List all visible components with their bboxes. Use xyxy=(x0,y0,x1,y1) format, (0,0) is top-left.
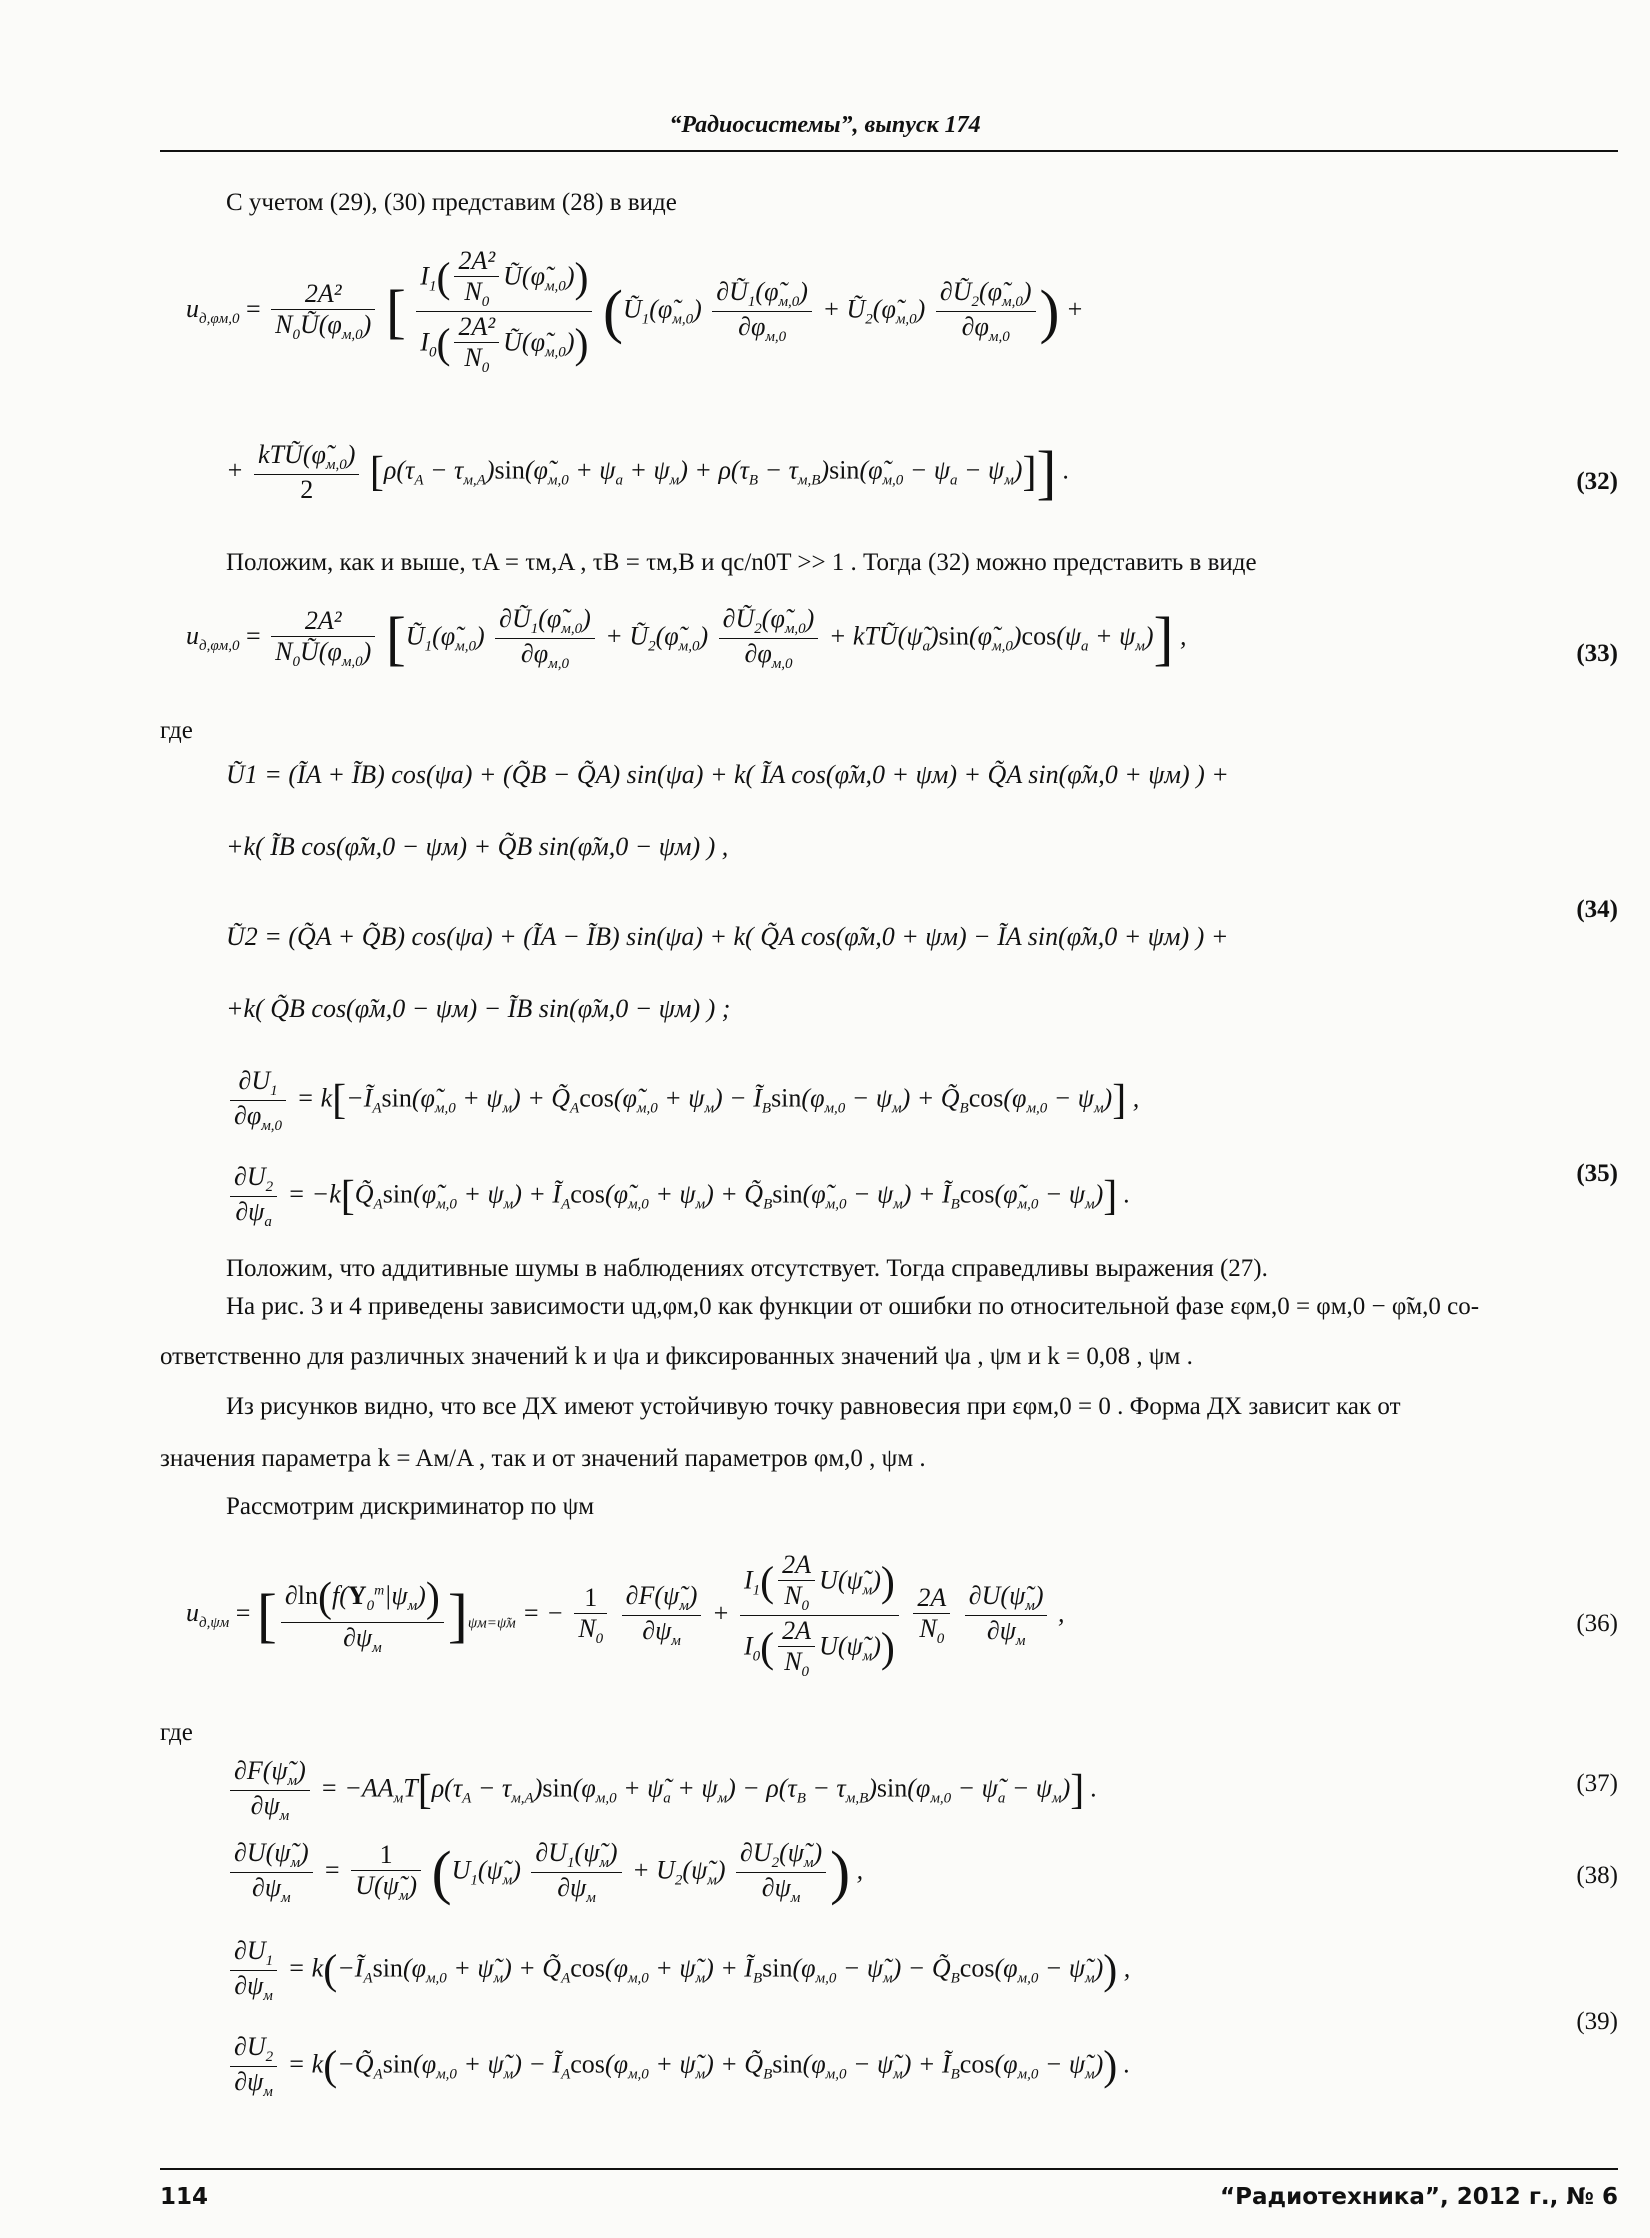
equation-34-line-4: +k( Q̃B cos(φ̃м,0 − ψм) − ĨB sin(φ̃м,0 − ψм) ) ; xyxy=(226,994,731,1023)
equation-32-line-2: + $\frac{kTŨ(\varphĩ_{м,0})}{2}$ [$\rho(\tau_A$ − $\tau_{м,A})\sin(\varphĩ_{м,0} + \psi_a + \psi_м) + \rho(\tau_B$ − $\tau_{м,B})\sin(\varphĩ_{м,0} - \psi_a - \psi_м)$]] . xyxy=(226,439,1070,506)
equation-39-line-1: $\frac{\partial U_1}{\partial\psi_м}$ = $k(-Ĩ_A\sin(\varphi_{м,0}$ + $\psĩ_м$) + $Q̃_A\cos(\varphi_{м,0}$ + $\psĩ_м$) + $Ĩ_B\sin(\varphi_{м,0}$ − $\psĩ_м$) − $Q̃_B\cos(\varphi_{м,0}$ − $\psĩ_м$)) , xyxy=(226,1936,1130,2005)
paragraph-equilibrium-1: Из рисунков видно, что все ДХ имеют устойчивую точку равновесия при εφм,0 = 0 . Форма ДХ зависит как от xyxy=(226,1393,1401,1420)
equation-number-35: (35) xyxy=(1576,1160,1618,1187)
journal-citation: “Радиотехника”, 2012 г., № 6 xyxy=(1220,2184,1618,2210)
running-header: “Радиосистемы”, выпуск 174 xyxy=(669,112,981,138)
equation-number-39: (39) xyxy=(1576,2008,1618,2035)
equation-34-line-1: Ũ1 = (ĨA + ĨB) cos(ψa) + (Q̃B − Q̃A) sin(ψa) + k( ĨA cos(φ̃м,0 + ψм) + Q̃A sin(φ̃м,0 + ψм) ) + xyxy=(226,760,1229,789)
equation-34-line-2: +k( ĨB cos(φ̃м,0 − ψм) + Q̃B sin(φ̃м,0 − ψм) ) , xyxy=(226,832,729,861)
page-number: 114 xyxy=(160,2184,209,2210)
label-where-1: где xyxy=(160,717,193,744)
equation-number-36: (36) xyxy=(1576,1610,1618,1637)
paragraph-figures-2: ответственно для различных значений k и ψa и фиксированных значений ψa , ψм и k = 0,08 , ψм . xyxy=(160,1343,1193,1370)
label-where-2: где xyxy=(160,1719,193,1746)
equation-38: $\frac{\partial U(\psĩ_м)}{\partial\psi_м}$ = $\frac{1}{U(\psĩ_м)}$ ($U_1(\psĩ_м)$ $\frac{\partial U_1(\psĩ_м)}{\partial\psi_м}$ + $U_2(\psĩ_м)$ $\frac{\partial U_2(\psĩ_м)}{\partial\psi_м}$ ) , xyxy=(226,1838,863,1907)
paragraph-discriminator: Рассмотрим дискриминатор по ψм xyxy=(226,1493,595,1520)
equation-33: $u_{д,\varphi м,0}$ = $\frac{\text{2A²}}{N_0Ũ(\varphi_{м,0})}$ [$Ũ_1(\varphĩ_{м,0})$ $\frac{\partial Ũ_1(\varphĩ_{м,0})}{\partial\varphi_{м,0}}$ + $Ũ_2(\varphĩ_{м,0})$ $\frac{\partial Ũ_2(\varphĩ_{м,0})}{\partial\varphi_{м,0}}$ + $kTŨ(\psĩ_a)\sin(\varphĩ_{м,0})\cos(\psi_a + \psi_м)$] , xyxy=(186,604,1187,672)
equation-number-34: (34) xyxy=(1576,896,1618,923)
equation-number-33: (33) xyxy=(1576,640,1618,667)
paragraph-figures-1: На рис. 3 и 4 приведены зависимости uд,φм,0 как функции от ошибки по относительной фазе εφм,0 = φм,0 − φ̃м,0 со- xyxy=(226,1293,1480,1320)
equation-number-32: (32) xyxy=(1576,468,1618,495)
equation-36: $u_{д,\psi м}$ = [ $\frac{\partial\ln(f(Y_0^т|\psi_м))}{\partial\psi_м}$ ]$_{\psi м=\psĩм}$ = − $\frac{1}{N_0}$ $\frac{\partial F(\psĩ_м)}{\partial\psi_м}$ + $I_1$( $\frac{2A}{N_0}$ $U(\psĩ_м)$) $I_0$( $\frac{2A}{N_0}$ $U(\psĩ_м)$) $\frac{2A}{N_0}$ $\frac{\partial U(\psĩ_м)}{\partial\psi_м}$ , xyxy=(186,1550,1065,1680)
equation-39-line-2: $\frac{\partial U_2}{\partial\psi_м}$ = $k(-Q̃_A\sin(\varphi_{м,0}$ + $\psĩ_м$) − $Ĩ_A\cos(\varphi_{м,0}$ + $\psĩ_м$) + $Q̃_B\sin(\varphi_{м,0}$ − $\psĩ_м$) + $Ĩ_B\cos(\varphi_{м,0}$ − $\psĩ_м$)) . xyxy=(226,2032,1130,2101)
equation-37: $\frac{\partial F(\psĩ_м)}{\partial\psi_м}$ = $-AA_мT[\rho(\tau_A - \tau_{м,A})\sin(\varphi_{м,0}$ + $\psĩ_a + \psi_м) - \rho(\tau_B - \tau_{м,B})\sin(\varphi_{м,0}$ − $\psĩ_a - \psi_м$)] . xyxy=(226,1756,1097,1825)
paragraph-equilibrium-2: значения параметра k = Aм/A , так и от значений параметров φм,0 , ψм . xyxy=(160,1445,926,1472)
equation-number-37: (37) xyxy=(1576,1770,1618,1797)
equation-number-38: (38) xyxy=(1576,1862,1618,1889)
equation-34-line-3: Ũ2 = (Q̃A + Q̃B) cos(ψa) + (ĨA − ĨB) sin(ψa) + k( Q̃A cos(φ̃м,0 + ψм) − ĨA sin(φ̃м,0 + ψм) ) + xyxy=(226,922,1229,951)
equation-35-line-2: $\frac{\partial U_2}{\partial\psi_a}$ = $-k[Q̃_A\sin(\varphĩ_{м,0} + \psi_м)$ + $Ĩ_A\cos(\varphĩ_{м,0} + \psi_м)$ + $Q̃_B\sin(\varphĩ_{м,0} - \psi_м)$ + $Ĩ_B\cos(\varphĩ_{м,0} - \psi_м)$] . xyxy=(226,1162,1130,1231)
header-rule xyxy=(160,150,1618,152)
paragraph-intro: С учетом (29), (30) представим (28) в виде xyxy=(226,189,677,216)
equation-35-line-1: $\frac{\partial U_1}{\partial\varphi_{м,0}}$ = $k[-Ĩ_A\sin(\varphĩ_{м,0} + \psi_м)$ + $Q̃_A\cos(\varphĩ_{м,0} + \psi_м)$ − $Ĩ_B\sin(\varphi_{м,0} - \psi_м)$ + $Q̃_B\cos(\varphi_{м,0} - \psi_м)$] , xyxy=(226,1066,1139,1135)
footer-rule xyxy=(160,2168,1618,2170)
paragraph-assume: Положим, как и выше, τA = τм,A , τB = τм,B и qc/n0T >> 1 . Тогда (32) можно представить в виде xyxy=(226,549,1257,576)
paragraph-noise: Положим, что аддитивные шумы в наблюдениях отсутствует. Тогда справедливы выражения (27). xyxy=(226,1255,1268,1282)
equation-32-line-1: $u_{д,\varphi м,0}$ = $\frac{\text{2A²}}{N_0Ũ(\varphi_{м,0})}$ [ $I_1$( $\frac{\text{2A²}}{N_0}$ $Ũ(\varphĩ_{м,0})$) $I_0$( $\frac{\text{2A²}}{N_0}$ $Ũ(\varphĩ_{м,0})$) ($Ũ_1(\varphĩ_{м,0})$ $\frac{\partial Ũ_1(\varphĩ_{м,0})}{\partial\varphi_{м,0}}$ + $Ũ_2(\varphĩ_{м,0})$ $\frac{\partial Ũ_2(\varphĩ_{м,0})}{\partial\varphi_{м,0}}$ ) + xyxy=(186,246,1084,376)
